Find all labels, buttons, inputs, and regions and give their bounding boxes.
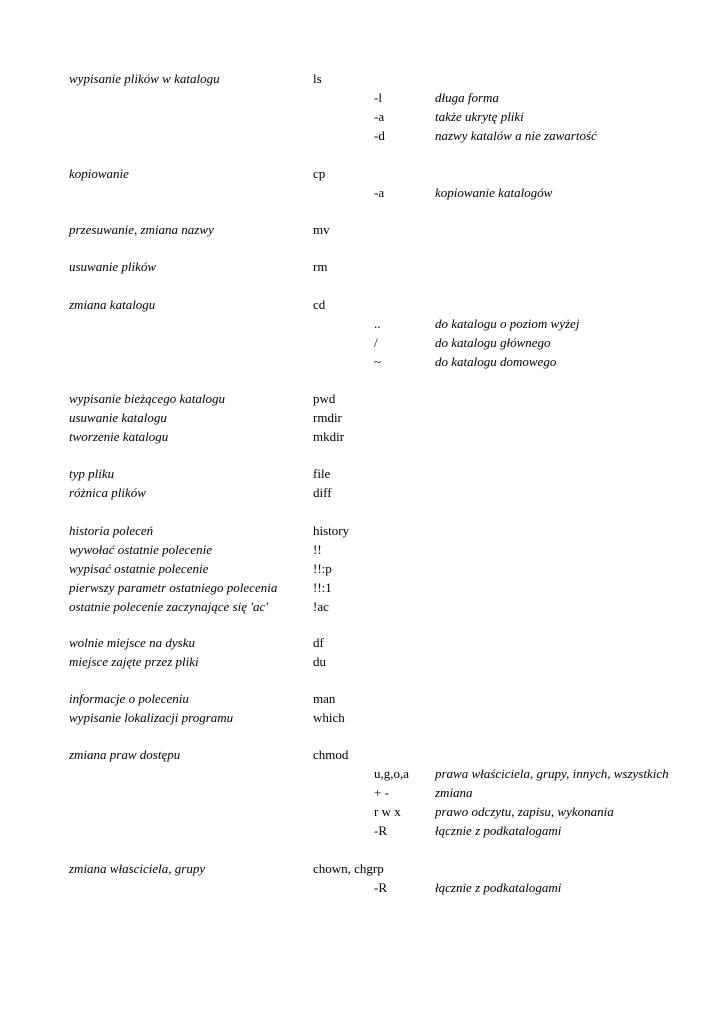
command-name: !!:p [313, 561, 332, 576]
command-row-cp [0, 165, 724, 183]
command-row-bang-bang-1 [0, 579, 724, 597]
command-description: kopiowanie [69, 166, 129, 181]
command-name: which [313, 710, 345, 725]
command-name: df [313, 635, 324, 650]
option-description: także ukrytę pliki [435, 109, 524, 124]
option-flag: -a [374, 109, 385, 124]
option-row [0, 765, 724, 783]
command-row-chown-chgrp [0, 860, 724, 878]
option-flag: -d [374, 128, 385, 143]
option-row [0, 334, 724, 352]
command-description: historia poleceń [69, 523, 154, 538]
option-row [0, 803, 724, 821]
command-row-diff [0, 484, 724, 502]
option-row [0, 127, 724, 145]
command-row-man [0, 690, 724, 708]
option-description: zmiana [435, 785, 473, 800]
command-description: informacje o poleceniu [69, 691, 189, 706]
command-row-rm [0, 258, 724, 276]
command-description: ostatnie polecenie zaczynające się 'ac' [69, 599, 269, 614]
command-description: zmiana praw dostępu [69, 747, 181, 762]
option-description: do katalogu domowego [435, 354, 557, 369]
command-name: mkdir [313, 429, 345, 444]
command-row-pwd [0, 390, 724, 408]
option-description: prawo odczytu, zapisu, wykonania [435, 804, 614, 819]
command-row-du [0, 653, 724, 671]
command-name: man [313, 691, 336, 706]
option-description: nazwy katalów a nie zawartość [435, 128, 597, 143]
command-description: wypisanie lokalizacji programu [69, 710, 234, 725]
option-row [0, 108, 724, 126]
command-description: miejsce zajęte przez pliki [69, 654, 199, 669]
command-name: rm [313, 259, 328, 274]
option-flag: r w x [374, 804, 401, 819]
command-name: mv [313, 222, 330, 237]
command-description: typ pliku [69, 466, 115, 481]
command-name: history [313, 523, 350, 538]
command-description: tworzenie katalogu [69, 429, 169, 444]
command-row-ls [0, 70, 724, 88]
command-description: wypisać ostatnie polecenie [69, 561, 209, 576]
command-description: wypisanie bieżącego katalogu [69, 391, 225, 406]
command-row-bang-bang-p [0, 560, 724, 578]
command-row-bang-bang [0, 541, 724, 559]
option-row [0, 822, 724, 840]
command-name: chown, chgrp [313, 861, 384, 876]
command-description: zmiana katalogu [69, 297, 156, 312]
command-description: wolnie miejsce na dysku [69, 635, 195, 650]
command-description: usuwanie katalogu [69, 410, 167, 425]
command-row-mv [0, 221, 724, 239]
option-row [0, 315, 724, 333]
option-flag: + - [374, 785, 389, 800]
command-row-mkdir [0, 428, 724, 446]
command-row-chmod [0, 746, 724, 764]
option-flag: ~ [374, 354, 382, 369]
command-description: pierwszy parametr ostatniego polecenia [69, 580, 278, 595]
command-name: file [313, 466, 331, 481]
command-name: !! [313, 542, 322, 557]
option-description: prawa właściciela, grupy, innych, wszystkich [435, 766, 669, 781]
command-name: cd [313, 297, 326, 312]
option-flag: .. [374, 316, 381, 331]
command-row-bang-ac [0, 598, 724, 616]
command-row-which [0, 709, 724, 727]
command-name: chmod [313, 747, 349, 762]
option-row [0, 184, 724, 202]
command-name: pwd [313, 391, 336, 406]
command-description: przesuwanie, zmiana nazwy [69, 222, 214, 237]
command-row-df [0, 634, 724, 652]
option-row [0, 89, 724, 107]
command-row-rmdir [0, 409, 724, 427]
option-flag: -a [374, 185, 385, 200]
command-row-file [0, 465, 724, 483]
command-name: !ac [313, 599, 329, 614]
option-flag: -l [374, 90, 382, 105]
option-flag: -R [374, 823, 387, 838]
option-row [0, 879, 724, 897]
command-row-history [0, 522, 724, 540]
command-description: wywołać ostatnie polecenie [69, 542, 212, 557]
option-row [0, 353, 724, 371]
command-name: diff [313, 485, 332, 500]
option-flag: u,g,o,a [374, 766, 410, 781]
option-description: łącznie z podkatalogami [435, 880, 562, 895]
option-description: do katalogu głównego [435, 335, 551, 350]
command-description: różnica plików [69, 485, 146, 500]
option-flag: / [374, 335, 378, 350]
option-row [0, 784, 724, 802]
option-flag: -R [374, 880, 387, 895]
command-description: usuwanie plików [69, 259, 157, 274]
command-row-cd [0, 296, 724, 314]
option-description: łącznie z podkatalogami [435, 823, 562, 838]
option-description: do katalogu o poziom wyżej [435, 316, 580, 331]
command-description: wypisanie plików w katalogu [69, 71, 220, 86]
command-name: ls [313, 71, 322, 86]
command-name: du [313, 654, 326, 669]
option-description: długa forma [435, 90, 499, 105]
command-name: cp [313, 166, 326, 181]
command-name: rmdir [313, 410, 342, 425]
command-name: !!:1 [313, 580, 332, 595]
option-description: kopiowanie katalogów [435, 185, 553, 200]
command-description: zmiana własciciela, grupy [69, 861, 206, 876]
